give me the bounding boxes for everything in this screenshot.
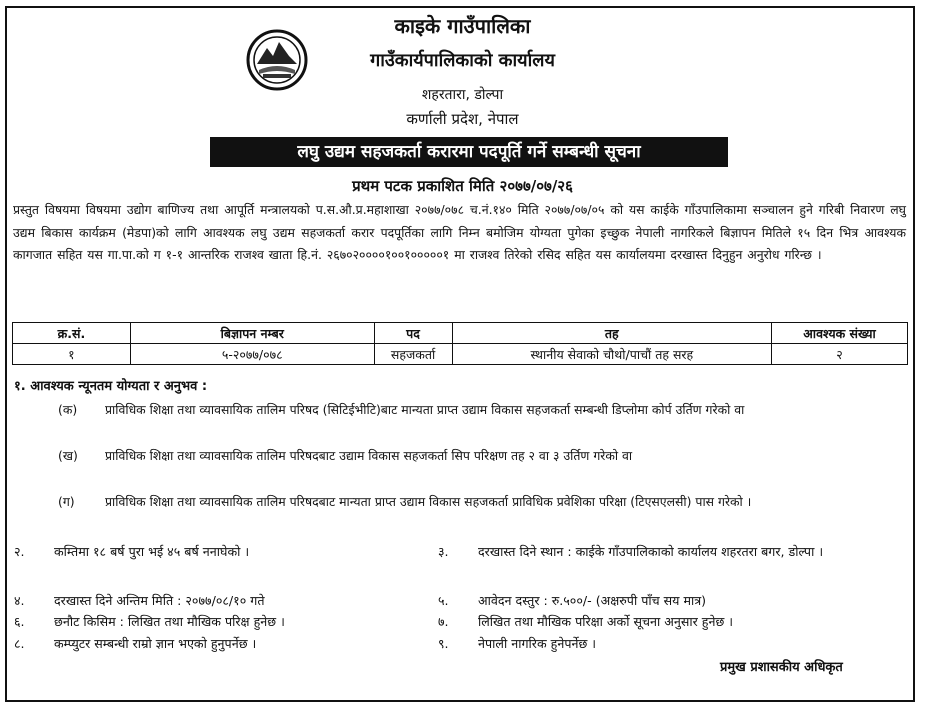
qualification-text: प्राविधिक शिक्षा तथा व्यावसायिक तालिम परिषद (सिटिईभीटि)बाट मान्यता प्राप्त उद्याम विकास सहजकर्ता सम्बन्धी डिप्लोमा कोर्प उर्तिण गरेको वा — [105, 402, 745, 417]
qualification-label: (ग) — [58, 494, 75, 509]
condition-number: ३. — [438, 544, 449, 559]
condition-text: नेपाली नागरिक हुनेपर्नेछ । — [478, 636, 597, 651]
address-line2: कर्णाली प्रदेश, नेपाल — [406, 110, 519, 128]
col-header-level: तह — [452, 323, 772, 344]
notice-intro: प्रस्तुत विषयमा विषयमा उद्योग बाणिज्य तथा आपूर्ति मन्त्रालयको प.स.औ.प्र.महाशाखा २०७७/०७८ च.नं.१४० मिति २०७७/०७/०५ को यस काईके गाँउपालिकामा सञ्चालन हुने गरिबी निवारण लघु उद्यम बिकास कार्यक्रम (मेडपा)को लागि आवश्यक लघु उद्यम सहजकर्ता करार पदपूर्तिका लागि निम्न बमोजिम योग्यता पुगेका इच्छुक नेपाली नागरिकले बिज्ञापन मितिले १५ दिन भित्र आवश्यक कागजात सहित यस गा.पा.को ग १-१ आन्तरिक राजश्व खाता हि.नं. २६७०२००००१००१०००००१ मा राजश्व तिरेको रसिद सहित यस कार्यालयमा दरखास्त दिनुहुन अनुरोध गरिन्छ । — [13, 202, 906, 262]
condition-number: ९. — [438, 636, 449, 651]
condition-item — [14, 590, 434, 611]
cell-level: स्थानीय सेवाको चौथो/पाचौं तह सरह — [452, 344, 772, 365]
condition-number: २. — [14, 544, 25, 559]
col-header-count: आवश्यक संख्या — [772, 323, 908, 344]
condition-item — [438, 590, 908, 611]
qualification-item — [58, 491, 903, 513]
condition-text: दरखास्त दिने अन्तिम मिति : २०७७/०८/१० गते — [54, 593, 265, 608]
address-line1: शहरतारा, डोल्पा — [421, 87, 504, 103]
condition-item — [14, 541, 414, 562]
col-header-ad-number: बिज्ञापन नम्बर — [130, 323, 374, 344]
condition-text: कम्प्युटर सम्बन्धी राम्रो ज्ञान भएको हुनुपर्नेछ । — [54, 636, 257, 651]
table-row — [13, 344, 908, 365]
cell-count: २ — [772, 344, 908, 365]
condition-number: ६. — [14, 614, 25, 629]
cell-post: सहजकर्ता — [374, 344, 452, 365]
condition-item — [438, 633, 908, 654]
published-date: प्रथम पटक प्रकाशित मिति २०७७/०७/२६ — [352, 177, 573, 195]
table-header-row — [13, 323, 908, 344]
qualification-label: (क) — [58, 402, 78, 417]
qualification-label: (ख) — [58, 448, 78, 463]
condition-number: ४. — [14, 593, 25, 608]
qualification-text: प्राविधिक शिक्षा तथा व्यावसायिक तालिम परिषदबाट उद्याम विकास सहजकर्ता सिप परिक्षण तह २ वा ३ उर्तिण गरेको वा — [105, 448, 633, 463]
qualification-item — [58, 445, 903, 467]
condition-text: आवेदन दस्तुर : रु.५००/- (अक्षरुपी पाँच सय मात्र) — [478, 593, 707, 608]
condition-item — [14, 611, 434, 632]
notice-title: लघु उद्यम सहजकर्ता करारमा पदपूर्ति गर्ने सम्बन्धी सूचना — [210, 137, 728, 167]
cell-sn: १ — [13, 344, 131, 365]
qualifications-heading: १. आवश्यक न्यूनतम योग्यता र अनुभव : — [14, 379, 208, 394]
col-header-sn: क्र.सं. — [13, 323, 131, 344]
condition-item — [438, 611, 908, 632]
condition-text: कम्तिमा १८ बर्ष पुरा भई ४५ बर्ष ननाघेको । — [54, 544, 250, 559]
qualification-text: प्राविधिक शिक्षा तथा व्यावसायिक तालिम परिषदबाट मान्यता प्राप्त उद्याम विकास सहजकर्ता प्राविधिक प्रवेशिका परिक्षा (टिएसएलसी) पास गरेको । — [105, 494, 752, 509]
condition-item — [438, 541, 908, 562]
condition-number: ५. — [438, 593, 449, 608]
vacancy-table — [12, 322, 908, 365]
condition-number: ८. — [14, 636, 25, 651]
condition-text: लिखित तथा मौखिक परिक्षा अर्को सूचना अनुसार हुनेछ । — [478, 614, 734, 629]
condition-number: ७. — [438, 614, 449, 629]
col-header-post: पद — [374, 323, 452, 344]
municipality-name: काइके गाउँपालिका — [394, 14, 531, 38]
qualification-item — [58, 399, 903, 421]
cell-ad-number: ५-२०७७/०७८ — [130, 344, 374, 365]
condition-text: दरखास्त दिने स्थान : काईके गाँउपालिकाको कार्यालय शहरतरा बगर, डोल्पा । — [478, 544, 824, 559]
signatory-title: प्रमुख प्रशासकीय अधिकृत — [720, 660, 843, 675]
office-name: गाउँकार्यपालिकाको कार्यालय — [370, 50, 555, 71]
condition-text: छनौट किसिम : लिखित तथा मौखिक परिक्ष हुनेछ । — [54, 614, 285, 629]
condition-item — [14, 633, 434, 654]
